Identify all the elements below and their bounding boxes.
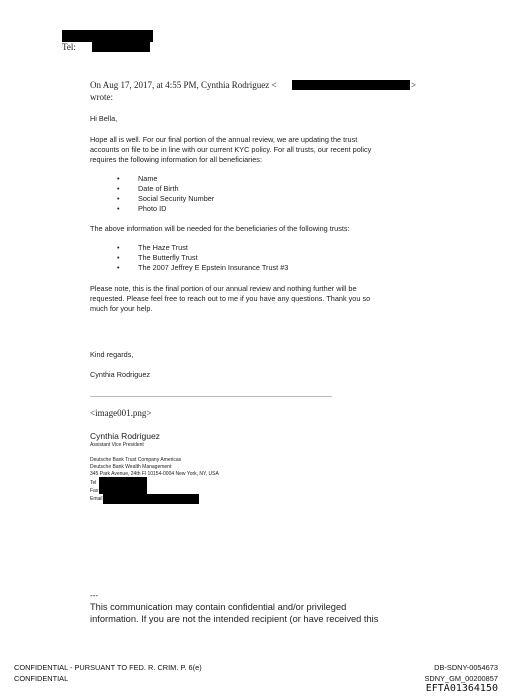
paragraph-3-line-3: much for your help. [90,304,153,313]
list-item: • Name [138,174,157,184]
image-placeholder: <image001.png> [90,408,152,418]
footer-efta-number: EFTA01364150 [425,683,498,694]
paragraph-2: The above information will be needed for the beneficiaries of the following trusts: [90,224,350,233]
signature-name: Cynthia Rodriguez [90,431,160,441]
list-item: • Photo ID [138,204,166,214]
divider [90,396,332,397]
tel-label: Tel: [62,42,76,52]
list-item: • Social Security Number [138,194,214,204]
signature-company-1: Deutsche Bank Trust Company Americas [90,457,182,463]
signature-company-2: Deutsche Bank Wealth Management [90,464,172,470]
list-item: • The 2007 Jeffrey E Epstein Insurance Trust #3 [138,263,288,273]
redaction-bar [99,477,147,494]
closing: Kind regards, [90,350,134,359]
signature-tel-label: Tel [90,480,97,486]
disclaimer-line-1: This communication may contain confidential and/or privileged [90,602,347,612]
signer-name: Cynthia Rodriguez [90,370,151,379]
greeting: Hi Bella, [90,114,118,123]
paragraph-1-line-3: requires the following information for all beneficiaries: [90,155,262,164]
footer-bates-sdny: SDNY_GM_00200857 [424,674,498,683]
signature-fax-label: Fax [90,488,99,494]
paragraph-1-line-1: Hope all is well. For our final portion of the annual review, we are updating the trust [90,135,358,144]
footer-bates-db: DB-SDNY-0054673 [434,663,498,672]
paragraph-3-line-2: requested. Please feel free to reach out to me if you have any questions. Thank you so [90,294,371,303]
footer-confidential: CONFIDENTIAL [14,674,69,683]
paragraph-1-line-2: accounts on file to be in line with our current KYC policy. For all trusts, our recent policy [90,145,372,154]
paragraph-3-line-1: Please note, this is the final portion of our annual review and nothing further will be [90,284,357,293]
signature-title: Assistant Vice President [90,442,144,448]
redaction-bar [62,30,153,42]
list-item: • The Haze Trust [138,243,188,253]
list-item: • Date of Birth [138,184,179,194]
signature-email-label: Email [90,496,103,502]
signature-address: 345 Park Avenue, 24th Fl 10154-0004 New York, NY, USA [90,471,219,477]
wrote-label: wrote: [90,92,113,102]
redaction-bar [92,42,150,52]
list-item: • The Butterfly Trust [138,253,198,263]
disclaimer-line-2: information. If you are not the intended recipient (or have received this [90,614,379,624]
sent-line-end: > [411,80,417,90]
disclaimer-dashes: --- [90,591,98,600]
footer-confidential-rule: CONFIDENTIAL - PURSUANT TO FED. R. CRIM. P. 6(e) [14,663,202,672]
sent-line: On Aug 17, 2017, at 4:55 PM, Cynthia Rodriguez < [90,80,277,90]
redaction-bar [292,80,410,90]
redaction-bar [103,494,199,504]
